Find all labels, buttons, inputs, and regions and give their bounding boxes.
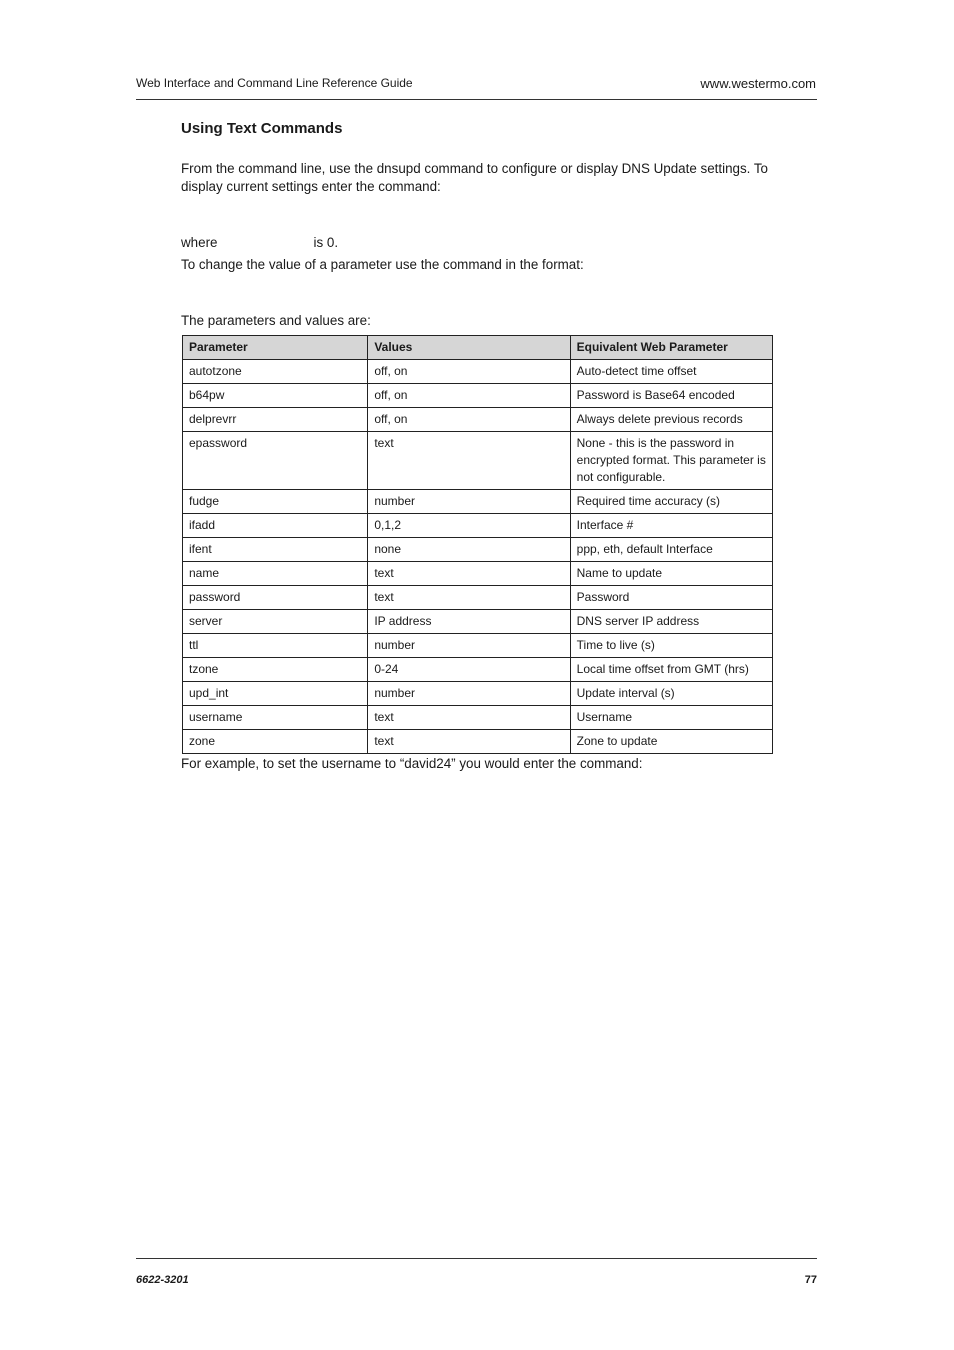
table-cell: tzone <box>183 658 368 682</box>
table-row <box>183 514 773 538</box>
table-header-cell: Equivalent Web Parameter <box>570 336 772 360</box>
table-cell: username <box>183 706 368 730</box>
table-cell: upd_int <box>183 682 368 706</box>
table-cell: Time to live (s) <box>570 634 772 658</box>
table-cell: ttl <box>183 634 368 658</box>
table-row <box>183 408 773 432</box>
table-cell: Password is Base64 encoded <box>570 384 772 408</box>
table-cell: off, on <box>368 384 570 408</box>
table-cell: Zone to update <box>570 730 772 754</box>
table-cell: number <box>368 490 570 514</box>
table-cell: ifadd <box>183 514 368 538</box>
table-cell: name <box>183 562 368 586</box>
table-cell: epassword <box>183 432 368 490</box>
table-row <box>183 634 773 658</box>
where-line <box>181 235 338 250</box>
table-cell: Interface # <box>570 514 772 538</box>
table-cell: number <box>368 682 570 706</box>
header-website: www.westermo.com <box>700 76 816 91</box>
table-row <box>183 384 773 408</box>
table-cell: none <box>368 538 570 562</box>
table-cell: Required time accuracy (s) <box>570 490 772 514</box>
parameters-table <box>182 335 773 754</box>
table-cell: IP address <box>368 610 570 634</box>
footer-page-number: 77 <box>804 1274 817 1286</box>
change-paragraph: To change the value of a parameter use the command in the format: <box>181 257 584 272</box>
table-header-cell: Parameter <box>183 336 368 360</box>
table-cell: 0-24 <box>368 658 570 682</box>
table-cell: text <box>368 730 570 754</box>
table-cell: autotzone <box>183 360 368 384</box>
table-row <box>183 360 773 384</box>
where-suffix: is 0. <box>313 235 339 250</box>
table-cell: Name to update <box>570 562 772 586</box>
table-row <box>183 562 773 586</box>
table-cell: DNS server IP address <box>570 610 772 634</box>
table-row <box>183 730 773 754</box>
header-divider <box>136 99 817 100</box>
header-title: Web Interface and Command Line Reference Guide <box>136 76 413 90</box>
table-row <box>183 610 773 634</box>
table-cell: Local time offset from GMT (hrs) <box>570 658 772 682</box>
table-row <box>183 538 773 562</box>
table-cell: off, on <box>368 360 570 384</box>
table-cell: server <box>183 610 368 634</box>
footer-doc-number: 6622-3201 <box>136 1274 189 1286</box>
where-prefix: where <box>181 235 218 250</box>
table-row <box>183 490 773 514</box>
example-paragraph: For example, to set the username to “david24” you would enter the command: <box>181 756 643 771</box>
table-cell: fudge <box>183 490 368 514</box>
table-cell: b64pw <box>183 384 368 408</box>
table-cell: ppp, eth, default Interface <box>570 538 772 562</box>
table-cell: text <box>368 706 570 730</box>
table-row <box>183 432 773 490</box>
table-cell: Always delete previous records <box>570 408 772 432</box>
table-cell: zone <box>183 730 368 754</box>
table-cell: ifent <box>183 538 368 562</box>
table-cell: off, on <box>368 408 570 432</box>
table-cell: None - this is the password in encrypted format. This parameter is not configurable. <box>570 432 772 490</box>
table-header-cell: Values <box>368 336 570 360</box>
table-row <box>183 706 773 730</box>
table-cell: Username <box>570 706 772 730</box>
table-cell: Auto-detect time offset <box>570 360 772 384</box>
table-cell: text <box>368 562 570 586</box>
table-cell: text <box>368 586 570 610</box>
table-cell: number <box>368 634 570 658</box>
table-cell: password <box>183 586 368 610</box>
table-row <box>183 586 773 610</box>
footer-divider <box>136 1258 817 1259</box>
table-row <box>183 682 773 706</box>
params-intro: The parameters and values are: <box>181 313 371 328</box>
table-cell: Update interval (s) <box>570 682 772 706</box>
table-cell: 0,1,2 <box>368 514 570 538</box>
table-row <box>183 658 773 682</box>
table-cell: text <box>368 432 570 490</box>
section-title: Using Text Commands <box>181 120 343 137</box>
table-header-row <box>183 336 773 360</box>
intro-paragraph: From the command line, use the dnsupd command to configure or display DNS Update settings. To display current settings enter the command: <box>181 161 769 194</box>
table-cell: Password <box>570 586 772 610</box>
table-cell: delprevrr <box>183 408 368 432</box>
